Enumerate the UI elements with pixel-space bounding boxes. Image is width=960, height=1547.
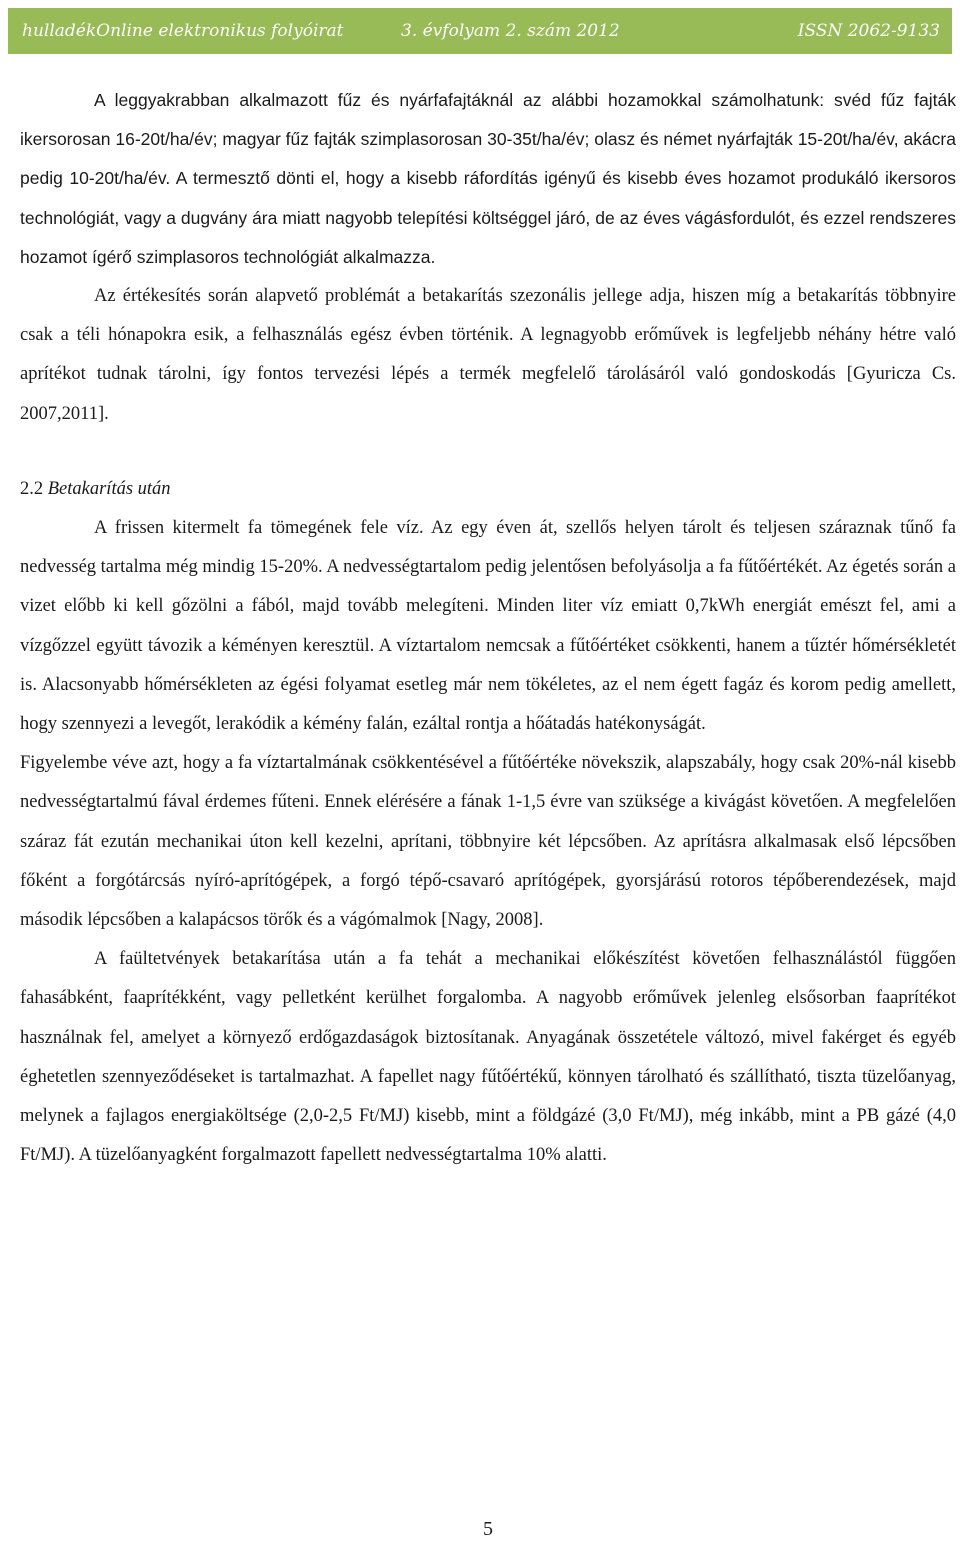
journal-title: hulladékOnline elektronikus folyóirat bbox=[22, 21, 344, 41]
journal-header bbox=[8, 8, 952, 54]
paragraph-drying: Figyelembe véve azt, hogy a fa víztartalmának csökkentésével a fűtőértéke növekszik, alapszabály, hogy csak 20%-nál kisebb nedvességtartalmú fával érdemes fűteni. Ennek elérésére a fának 1-1,5 évre van szüksége a kivágást követően. A megfelelően száraz fát ezután mechanikai úton kell kezelni, aprítani, többnyire két lépcsőben. Az aprításra alkalmasak első lépcsőben főként a forgótárcsás nyíró-aprítógépek, a forgó tépő-csavaró aprítógépek, gyorsjárású rotoros tépőberendezések, majd második lépcsőben a kalapácsos törők és a vágómalmok [Nagy, 2008]. bbox=[20, 753, 956, 931]
issue-info: 3. évfolyam 2. szám 2012 bbox=[401, 21, 620, 41]
section-gap bbox=[20, 434, 956, 470]
issn: ISSN 2062-9133 bbox=[797, 21, 940, 41]
section-title: Betakarítás után bbox=[47, 478, 171, 499]
paragraph-moisture: A frissen kitermelt fa tömegének fele víz. Az egy éven át, szellős helyen tárolt és teljesen száraznak tűnő fa nedvesség tartalma még mindig 15-20%. A nedvességtartalom pedig jelentősen befolyásolja a fa fűtőértékét. Az égetés során a vizet előbb ki kell gőzölni a fából, majd tovább melegíteni. Minden liter víz emiatt 0,7kWh energiát emészt fel, ami a vízgőzzel együtt távozik a kéményen keresztül. A víztartalom nemcsak a fűtőértéket csökkenti, hanem a tűztér hőmérsékletét is. Alacsonyabb hőmérsékleten az égési folyamat esetleg már nem tökéletes, az el nem égett fagáz és korom pedig amellett, hogy szennyezi a levegőt, lerakódik a kémény falán, ezáltal rontja a hőátadás hatékonyságát. bbox=[20, 518, 957, 735]
page-number: 5 bbox=[483, 1518, 493, 1540]
paragraph-fuel-forms: A faültetvények betakarítása után a fa tehát a mechanikai előkészítést követően felhasználástól függően fahasábként, faaprítékként, vagy pelletként kerülhet forgalomba. A nagyobb erőművek jelenleg elsősorban faaprítékot használnak fel, amelyet a környező erdőgazdaságok biztosítanak. Anyagának összetétele változó, mivel fakérget és egyéb éghetetlen szennyeződéseket is tartalmazhat. A fapellet nagy fűtőértékű, könnyen tárolható és szállítható, tiszta tüzelőanyag, melynek a fajlagos energiaköltsége (2,0-2,5 Ft/MJ) kisebb, mint a földgázé (3,0 Ft/MJ), még inkább, mint a PB gázé (4,0 Ft/MJ). A tüzelőanyagként forgalmazott fapellett nedvességtartalma 10% alatti. bbox=[20, 949, 956, 1166]
paragraph-marketing: Az értékesítés során alapvető problémát a betakarítás szezonális jellege adja, hiszen míg a betakarítás többnyire csak a téli hónapokra esik, a felhasználás egész évben történik. A legnagyobb erőművek is legfeljebb néhány hétre való aprítékot tudnak tárolni, így fontos tervezési lépés a termék megfelelő tárolásáról való gondoskodás [Gyuricza Cs. 2007,2011]. bbox=[20, 286, 956, 424]
section-number: 2.2 bbox=[20, 478, 44, 499]
paragraph-yields: A leggyakrabban alkalmazott fűz és nyárfafajtáknál az alábbi hozamokkal számolhatunk: svéd fűz fajták ikersorosan 16-20t/ha/év; magyar fűz fajták szimplasorosan 30-35t/ha/év; olasz és német nyárfajták 15-20t/ha/év, akácra pedig 10-20t/ha/év. A termesztő dönti el, hogy a kisebb ráfordítás igényű és kisebb éves hozamot produkáló ikersoros technológiát, vagy a dugvány ára miatt nagyobb telepítési költséggel járó, de az éves vágásfordulót, és ezzel rendszeres hozamot ígérő szimplasoros technológiát alkalmazza. bbox=[20, 90, 956, 267]
section-heading bbox=[20, 470, 956, 509]
article-body bbox=[20, 81, 956, 1175]
